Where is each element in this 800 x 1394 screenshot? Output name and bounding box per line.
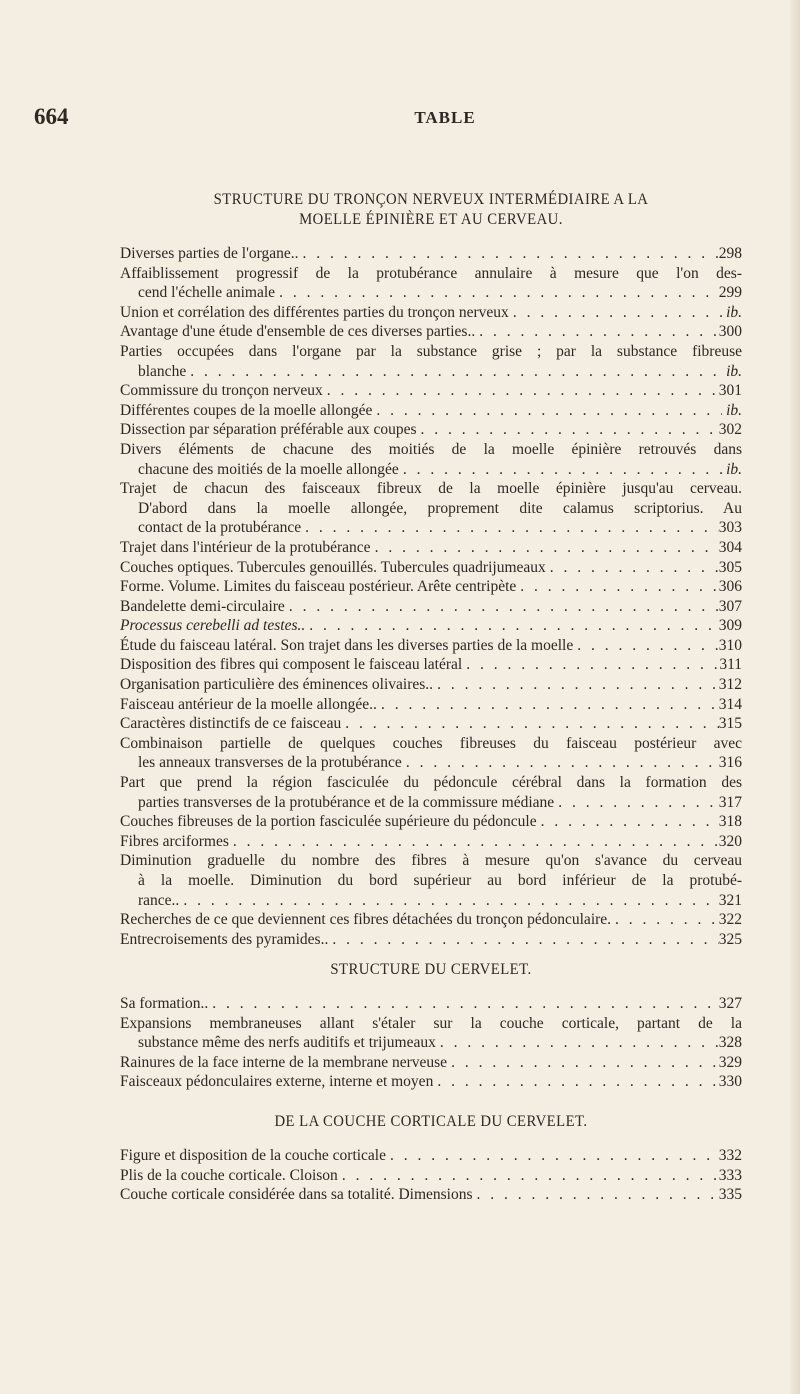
dot-leader	[537, 812, 719, 832]
dot-leader	[338, 1166, 719, 1186]
toc-entry	[120, 1053, 742, 1073]
section-heading: STRUCTURE DU TRONÇON NERVEUX INTERMÉDIAIRE A LA	[213, 191, 649, 208]
toc-entry-text: Forme. Volume. Limites du faisceau postérieur. Arête centripète	[120, 578, 517, 596]
toc-entry-text: Affaiblissement progressif de la protubérance annulaire à mesure que l'on des-	[120, 264, 742, 282]
toc-entry-text: Faisceaux pédonculaires externe, interne et moyen	[120, 1073, 434, 1091]
dot-leader	[475, 322, 719, 342]
dot-leader	[285, 597, 719, 617]
dot-leader	[186, 362, 722, 382]
toc-entry	[120, 342, 742, 381]
running-head: TABLE	[414, 108, 476, 127]
toc-page-number: 325	[718, 930, 742, 948]
toc-entry-text: Part que prend la région fasciculée du pédoncule cérébral dans la formation des	[120, 774, 742, 792]
toc-entry	[120, 851, 742, 910]
dot-leader	[275, 283, 719, 303]
toc-entry-text: Trajet dans l'intérieur de la protubérance	[120, 538, 371, 556]
section-structure-cervelet	[120, 960, 742, 1092]
toc-entry-text: Sa formation..	[120, 995, 209, 1012]
toc-entry-text: Différentes coupes de la moelle allongée	[120, 401, 373, 419]
toc-page-number: 333	[718, 1166, 742, 1184]
toc-entry-text: Organisation particulière des éminences olivaires..	[120, 676, 434, 694]
toc-entry	[120, 773, 742, 812]
toc-entry	[120, 910, 742, 930]
toc-entry-text: Caractères distinctifs de ce faisceau	[120, 715, 342, 733]
dot-leader	[546, 558, 719, 578]
toc-entry-text: parties transverses de la protubérance et de la commissure médiane	[138, 793, 555, 811]
toc-entry-text: Recherches de ce que deviennent ces fibres détachées du tronçon pédonculaire.	[120, 911, 612, 929]
toc-entry	[120, 734, 742, 773]
toc-entry-text: Commissure du tronçon nerveux	[120, 382, 323, 400]
dot-leader	[305, 616, 719, 636]
dot-leader	[473, 1185, 719, 1205]
dot-leader	[433, 675, 719, 695]
toc-entry-text: Diverses parties de l'organe..	[120, 245, 299, 262]
section-heading: MOELLE ÉPINIÈRE ET AU CERVEAU.	[299, 211, 563, 228]
toc-page-number: 332	[718, 1147, 742, 1164]
toc-entry	[120, 675, 742, 695]
toc-entry-text: chacune des moitiés de la moelle allongée	[138, 460, 399, 478]
page-edge	[790, 0, 800, 1394]
dot-leader	[417, 420, 719, 440]
toc-entry	[120, 1166, 742, 1186]
section-tronçon-nerveux	[120, 190, 742, 949]
toc-entry	[120, 322, 742, 342]
dot-leader	[208, 994, 719, 1014]
toc-entry	[120, 401, 742, 421]
toc-entry	[120, 1185, 742, 1205]
toc-page-number: 307	[718, 597, 742, 615]
toc-page-number: 305	[718, 558, 742, 576]
toc-entry	[120, 714, 742, 734]
dot-leader	[299, 244, 719, 264]
toc-entry-text: Couche corticale considérée dans sa totalité. Dimensions	[120, 1186, 473, 1204]
dot-leader	[433, 1072, 718, 1092]
toc-entry-text: blanche	[138, 362, 187, 380]
toc-entry-text: cend l'échelle animale	[138, 284, 276, 302]
toc-entry-text: à la moelle. Diminution du bord supérieur au bord inférieur de la protubé-	[138, 872, 742, 889]
toc-page-number: 306	[718, 578, 742, 596]
section-heading: STRUCTURE DU CERVELET.	[330, 961, 532, 978]
toc-entry	[120, 616, 742, 636]
toc-entry	[120, 577, 742, 597]
toc-entry-text: Couches fibreuses de la portion fasciculée supérieure du pédoncule	[120, 813, 537, 831]
toc-page-number: 302	[718, 421, 742, 439]
toc-entry	[120, 655, 742, 675]
toc-entry	[120, 303, 742, 323]
toc-entry	[120, 695, 742, 715]
toc-entry-text: Union et corrélation des différentes parties du tronçon nerveux	[120, 303, 509, 321]
toc-entry-text: Étude du faisceau latéral. Son trajet dans les diverses parties de la moelle	[120, 636, 574, 654]
toc-entry-text: rance..	[138, 891, 180, 909]
toc-page-number: 312	[718, 676, 742, 694]
toc-entry	[120, 479, 742, 538]
toc-entry	[120, 420, 742, 440]
toc-entry-text: Trajet de chacun des faisceaux fibreux de la moelle épinière jusqu'au cerveau.	[120, 480, 742, 498]
toc-page-number: 317	[718, 793, 742, 811]
toc-entry	[120, 597, 742, 617]
toc-page-number: 298	[718, 245, 742, 262]
toc-entry-text: D'abord dans la moelle allongée, proprement dite calamus scriptorius. Au	[138, 499, 742, 517]
toc-page-number: 300	[718, 323, 742, 341]
dot-leader	[402, 753, 719, 773]
toc-entry	[120, 832, 742, 852]
toc-entry	[120, 1146, 742, 1166]
toc-entry-text: Fibres arciformes	[120, 832, 229, 850]
toc-page-number: 304	[718, 538, 742, 556]
toc-page-number: 309	[718, 617, 742, 635]
toc-page-number: ib.	[726, 460, 742, 478]
toc-page-number: 315	[718, 715, 742, 733]
dot-leader	[509, 303, 722, 323]
toc-entry-text: les anneaux transverses de la protubérance	[138, 754, 402, 772]
dot-leader	[462, 655, 719, 675]
toc-entry-text: Parties occupées dans l'organe par la substance grise ; par la substance fibreuse	[120, 342, 742, 360]
toc-page-number: 321	[718, 891, 742, 909]
toc-page-number: 322	[718, 911, 742, 929]
toc-entry-text: Figure et disposition de la couche corticale	[120, 1147, 386, 1164]
toc-page-number: 320	[718, 832, 742, 850]
toc-page-number: ib.	[726, 303, 742, 321]
toc-entry	[120, 440, 742, 479]
toc-page-number: 310	[718, 636, 742, 654]
dot-leader	[436, 1033, 719, 1053]
toc-page-number: 330	[718, 1073, 742, 1091]
dot-leader	[301, 518, 719, 538]
toc-entry-text: Divers éléments de chacune des moitiés de la moelle épinière retrouvés dans	[120, 440, 742, 458]
toc-page-number: ib.	[726, 401, 742, 419]
toc-entry-text: Avantage d'une étude d'ensemble de ces diverses parties..	[120, 323, 476, 341]
toc-page-number: 327	[718, 995, 742, 1012]
dot-leader	[554, 793, 719, 813]
toc-entry	[120, 1072, 742, 1092]
toc-page-number: 328	[718, 1034, 742, 1052]
section-heading: DE LA COUCHE CORTICALE DU CERVELET.	[274, 1113, 588, 1130]
toc-page-number: 311	[719, 656, 742, 674]
toc-page-number: ib.	[726, 362, 742, 380]
toc-entry-text: Combinaison partielle de quelques couches fibreuses du faisceau postérieur avec	[120, 734, 742, 752]
toc-entry	[120, 244, 742, 264]
dot-leader	[323, 381, 719, 401]
toc-entry-text: Couches optiques. Tubercules genouillés. Tubercules quadrijumeaux	[120, 558, 546, 576]
toc-page-number: 316	[718, 754, 742, 772]
toc-entry	[120, 381, 742, 401]
dot-leader	[229, 832, 719, 852]
toc-entry	[120, 994, 742, 1014]
toc-entry	[120, 1014, 742, 1053]
dot-leader	[386, 1146, 719, 1166]
dot-leader	[399, 460, 722, 480]
toc-entry	[120, 538, 742, 558]
toc-entry	[120, 636, 742, 656]
toc-page-number: 299	[718, 284, 742, 302]
page-number: 664	[34, 104, 69, 129]
toc-page-number: 318	[718, 813, 742, 831]
toc-entry-text: Diminution graduelle du nombre des fibres à mesure qu'on s'avance du cerveau	[120, 852, 742, 870]
toc-entry-text: Disposition des fibres qui composent le faisceau latéral	[120, 656, 463, 674]
toc-page-number: 303	[718, 519, 742, 537]
dot-leader	[179, 891, 718, 911]
toc-page-number: 335	[718, 1186, 742, 1204]
dot-leader	[447, 1053, 719, 1073]
toc-entry-text: Bandelette demi-circulaire	[120, 597, 285, 615]
dot-leader	[573, 636, 719, 656]
dot-leader	[516, 577, 718, 597]
dot-leader	[611, 910, 719, 930]
toc-entry-text: contact de la protubérance	[138, 519, 302, 537]
toc-entry-text: Plis de la couche corticale. Cloison	[120, 1166, 338, 1184]
section-couche-corticale	[120, 1112, 742, 1205]
dot-leader	[377, 695, 719, 715]
toc-entry-text: substance même des nerfs auditifs et trijumeaux	[138, 1034, 436, 1052]
toc-page-number: 314	[718, 695, 742, 713]
toc-entry	[120, 558, 742, 578]
toc-entry	[120, 930, 742, 950]
toc-entry-text: Faisceau antérieur de la moelle allongée..	[120, 695, 377, 713]
toc-entry-text: Dissection par séparation préférable aux coupes	[120, 421, 417, 439]
toc-page-number: 329	[718, 1053, 742, 1071]
toc-entry-text: Rainures de la face interne de la membrane nerveuse	[120, 1053, 448, 1071]
toc-entry	[120, 264, 742, 303]
dot-leader	[372, 401, 722, 421]
toc-entry-text: Expansions membraneuses allant s'étaler sur la couche corticale, partant de la	[120, 1014, 742, 1032]
toc-entry	[120, 812, 742, 832]
dot-leader	[341, 714, 719, 734]
toc-entry-text: Entrecroisements des pyramides..	[120, 930, 329, 948]
toc-entry-text: Processus cerebelli ad testes..	[120, 617, 306, 635]
dot-leader	[371, 538, 719, 558]
dot-leader	[328, 930, 718, 950]
toc-page-number: 301	[718, 382, 742, 400]
